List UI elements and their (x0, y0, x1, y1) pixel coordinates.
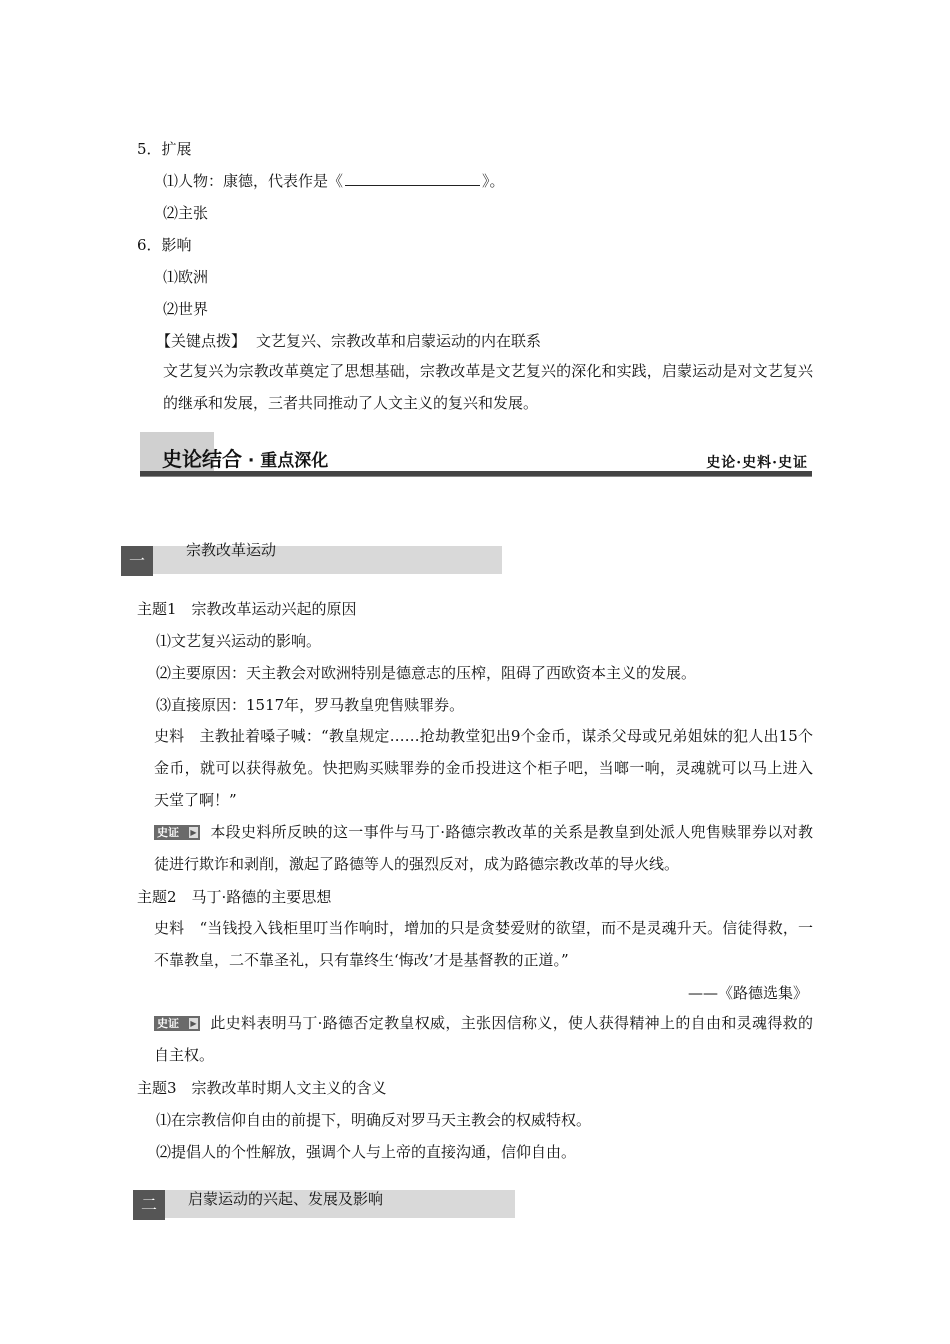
s5-item1-prefix: ⑴人物：康德，代表作是《 (163, 172, 344, 190)
key-tip-body: 文艺复兴为宗教改革奠定了思想基础，宗教改革是文艺复兴的深化和实践，启蒙运动是对文艺复兴的继承和发展，三者共同推动了人文主义的复兴和发展。 (163, 362, 813, 412)
arrow-right-icon: ▶ (190, 1019, 197, 1028)
banner-title-main: 史论结合 (162, 447, 242, 471)
s6-item2: ⑵世界 (163, 300, 209, 318)
s5-item1 (163, 171, 505, 191)
banner-right-label: 史论·史料·史证 (706, 455, 808, 471)
banner-dot: · (242, 451, 261, 471)
key-tip-heading (156, 331, 541, 351)
topic2-evidence-block (154, 1007, 813, 1071)
key-tip-title: 文艺复兴、宗教改革和启蒙运动的内在联系 (256, 332, 542, 350)
topic3-heading: 主题3 宗教改革时期人文主义的含义 (137, 1079, 387, 1097)
banner-title (162, 443, 328, 472)
s5-item1-suffix: 》。 (482, 172, 505, 190)
topic1-evidence: 本段史料所反映的这一事件与马丁·路德宗教改革的关系是教皇到处派人兜售赎罪券以对教徒进行欺诈和剥削，激起了路德等人的强烈反对，成为路德宗教改革的导火线。 (154, 823, 813, 873)
banner-subtitle: 重点深化 (260, 451, 329, 471)
topic1-evidence-block (154, 816, 813, 880)
s5-item2: ⑵主张 (163, 204, 209, 222)
fill-in-blank[interactable] (345, 171, 480, 186)
topic2-citation: ——《路德选集》 (687, 984, 808, 1002)
topic1-item3: ⑶直接原因：1517年，罗马教皇兜售赎罪券。 (156, 696, 465, 714)
arrow-right-icon: ▶ (190, 828, 197, 837)
topic3-item1: ⑴在宗教信仰自由的前提下，明确反对罗马天主教会的权威特权。 (156, 1111, 592, 1129)
topic1-item1: ⑴文艺复兴运动的影响。 (156, 632, 322, 650)
evidence-badge-text: 史证 (157, 826, 179, 839)
section-2-header (133, 1187, 515, 1217)
s5-heading: 5．扩展 (137, 140, 192, 158)
section-1-bar (121, 546, 502, 574)
topic3-item2: ⑵提倡人的个性解放，强调个人与上帝的直接沟通，信仰自由。 (156, 1143, 577, 1161)
section-1-header (121, 540, 502, 570)
evidence-badge-text: 史证 (157, 1017, 179, 1030)
topic2-source: 史料 “当钱投入钱柜里叮当作响时，增加的只是贪婪爱财的欲望，而不是灵魂升天。信徒得救，一不靠教皇，二不靠圣礼，只有靠终生‘悔改’才是基督教的正道。” (154, 919, 813, 969)
topic2-evidence: 此史料表明马丁·路德否定教皇权威，主张因信称义，使人获得精神上的自由和灵魂得救的自主权。 (154, 1014, 813, 1064)
key-tip-label: 【关键点拨】 (156, 332, 247, 350)
section-2-label: 启蒙运动的兴起、发展及影响 (188, 1190, 384, 1208)
topic1-source: 史料 主教扯着嗓子喊：“教皇规定……抢劫教堂犯出9个金币，谋杀父母或兄弟姐妹的犯人出15个金币，就可以获得赦免。快把购买赎罪券的金币投进这个柜子吧，当啷一响，灵魂就可以马上进入天堂了啊！” (154, 727, 813, 809)
topic1-heading: 主题1 宗教改革运动兴起的原因 (137, 600, 357, 618)
section-banner (140, 432, 812, 478)
s6-heading: 6．影响 (137, 236, 192, 254)
banner-rule-thin (140, 476, 812, 477)
evidence-badge (154, 825, 200, 840)
section-2-number: 二 (133, 1190, 165, 1220)
topic2-heading: 主题2 马丁·路德的主要思想 (137, 888, 332, 906)
topic1-item2: ⑵主要原因：天主教会对欧洲特别是德意志的压榨，阻碍了西欧资本主义的发展。 (156, 664, 697, 682)
section-1-number: 一 (121, 546, 153, 576)
evidence-badge (154, 1016, 200, 1031)
section-1-label: 宗教改革运动 (186, 541, 277, 559)
s6-item1: ⑴欧洲 (163, 268, 209, 286)
